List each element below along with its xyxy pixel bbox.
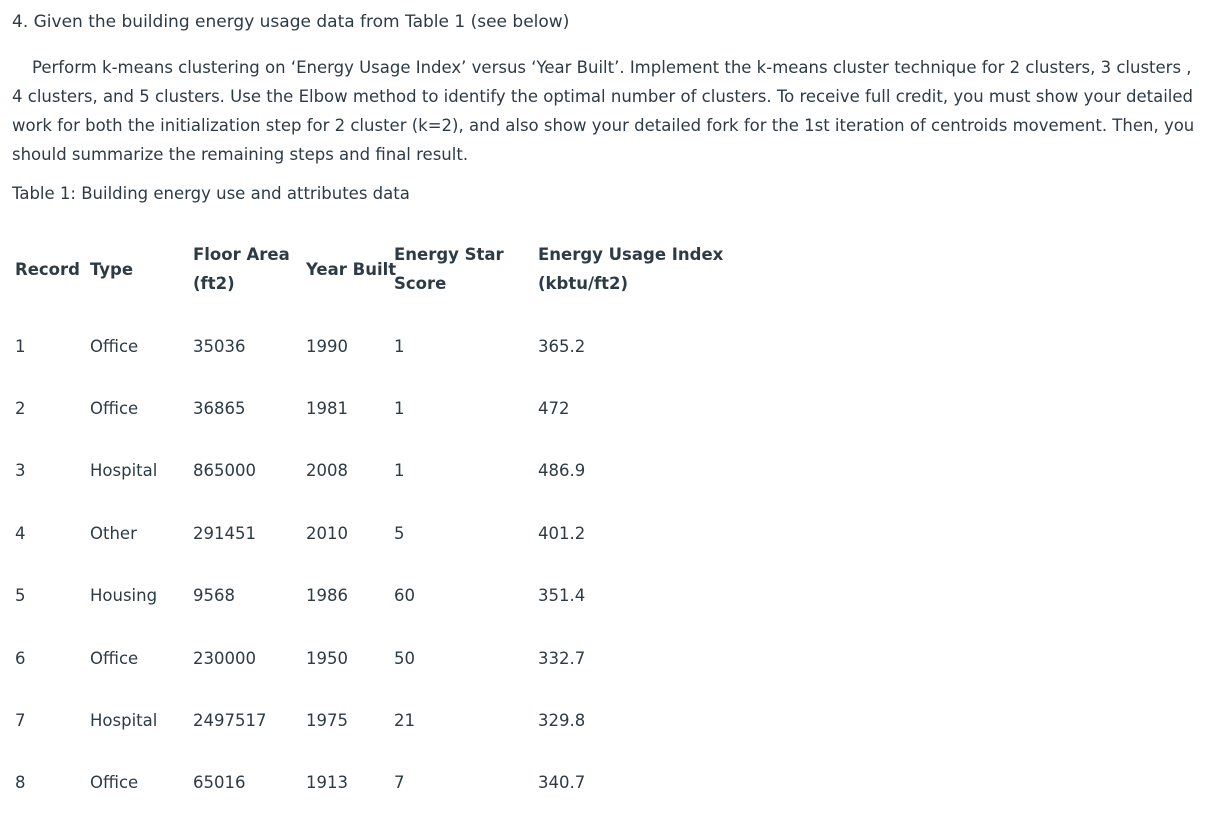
cell-floor-area: 36865: [193, 399, 246, 418]
header-floor-area-line1: Floor Area: [193, 245, 290, 264]
cell-floor-area: 9568: [193, 586, 235, 605]
cell-type: Office: [90, 773, 139, 792]
cell-energy-star: 7: [394, 773, 405, 792]
cell-energy-star: 1: [394, 461, 405, 480]
cell-eui: 351.4: [538, 586, 586, 605]
cell-type: Hospital: [90, 461, 158, 480]
header-energy-star: [394, 240, 504, 298]
question-title: 4. Given the building energy usage data from Table 1 (see below): [12, 12, 570, 32]
cell-record: 3: [15, 461, 26, 480]
cell-energy-star: 5: [394, 524, 405, 543]
header-type: Type: [90, 260, 134, 279]
header-energy-usage-index: [538, 240, 723, 298]
cell-energy-star: 1: [394, 399, 405, 418]
cell-year-built: 2008: [306, 461, 348, 480]
cell-type: Other: [90, 524, 137, 543]
cell-record: 4: [15, 524, 26, 543]
cell-eui: 365.2: [538, 337, 586, 356]
cell-floor-area: 230000: [193, 649, 256, 668]
cell-floor-area: 2497517: [193, 711, 267, 730]
cell-year-built: 1986: [306, 586, 348, 605]
cell-floor-area: 65016: [193, 773, 246, 792]
cell-type: Office: [90, 399, 139, 418]
header-energy-star-line2: Score: [394, 274, 447, 293]
header-energy-star-line1: Energy Star: [394, 245, 504, 264]
table-caption: Table 1: Building energy use and attributes data: [12, 184, 410, 203]
cell-year-built: 1990: [306, 337, 348, 356]
cell-floor-area: 291451: [193, 524, 256, 543]
header-record: Record: [15, 260, 80, 279]
cell-year-built: 1981: [306, 399, 348, 418]
header-year-built: Year Built: [306, 260, 397, 279]
cell-record: 2: [15, 399, 26, 418]
cell-record: 1: [15, 337, 26, 356]
header-eui-line1: Energy Usage Index: [538, 245, 724, 264]
cell-year-built: 1913: [306, 773, 348, 792]
cell-record: 5: [15, 586, 26, 605]
cell-energy-star: 1: [394, 337, 405, 356]
cell-record: 6: [15, 649, 26, 668]
cell-year-built: 1975: [306, 711, 348, 730]
cell-energy-star: 60: [394, 586, 415, 605]
cell-type: Office: [90, 337, 139, 356]
cell-floor-area: 35036: [193, 337, 246, 356]
cell-eui: 472: [538, 399, 570, 418]
header-floor-area: [193, 240, 290, 298]
cell-record: 8: [15, 773, 26, 792]
question-instructions: [12, 53, 1197, 169]
cell-eui: 340.7: [538, 773, 586, 792]
header-eui-line2: (kbtu/ft2): [538, 274, 629, 293]
cell-eui: 486.9: [538, 461, 586, 480]
cell-eui: 332.7: [538, 649, 586, 668]
cell-year-built: 1950: [306, 649, 348, 668]
header-floor-area-line2: (ft2): [193, 274, 235, 293]
cell-floor-area: 865000: [193, 461, 256, 480]
instructions-text: Perform k-means clustering on ‘Energy Usage Index’ versus ‘Year Built’. Implement the k-means cluster technique for 2 clusters, 3 clusters , 4 clusters, and 5 clusters. Use the Elbow method to identify the optimal number of clusters. To receive full credit, you must show your detailed work for both the initialization step for 2 cluster (k=2), and also show your detailed fork for the 1st iteration of centroids movement. Then, you should summarize the remaining steps and final result.: [12, 58, 1195, 164]
cell-energy-star: 50: [394, 649, 415, 668]
cell-energy-star: 21: [394, 711, 415, 730]
cell-eui: 329.8: [538, 711, 586, 730]
cell-type: Office: [90, 649, 139, 668]
cell-type: Housing: [90, 586, 158, 605]
cell-year-built: 2010: [306, 524, 348, 543]
cell-record: 7: [15, 711, 26, 730]
cell-type: Hospital: [90, 711, 158, 730]
cell-eui: 401.2: [538, 524, 586, 543]
